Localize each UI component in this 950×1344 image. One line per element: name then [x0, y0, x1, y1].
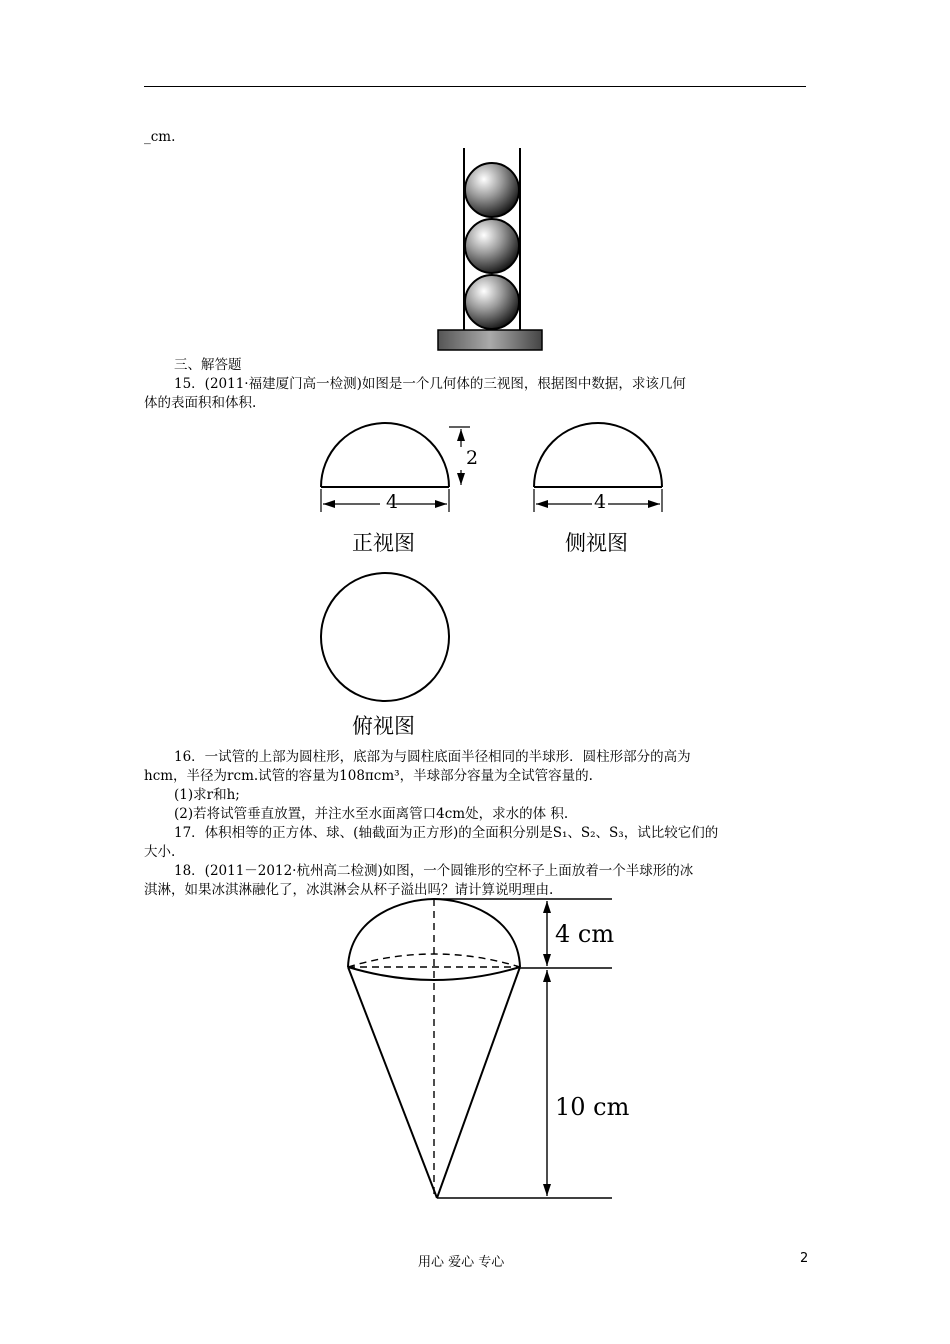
- section-title: 三、解答题: [174, 357, 242, 373]
- hemisphere-height-label: 4 cm: [555, 920, 615, 948]
- q15-line2: 体的表面积和体积.: [144, 395, 257, 411]
- q16-part1: (1)求r和h;: [174, 787, 240, 803]
- q16-line1: 16．一试管的上部为圆柱形，底部为与圆柱底面半径相同的半球形．圆柱形部分的高为: [174, 749, 691, 765]
- footer-slogan: 用心 爱心 专心: [418, 1255, 505, 1270]
- side-width-label: 4: [593, 491, 607, 513]
- front-height-label: 2: [465, 447, 479, 469]
- hemisphere-outline: [348, 899, 520, 967]
- q16-line2: hcm，半径为rcm.试管的容量为108πcm³，半球部分容量为全试管容量的.: [144, 768, 593, 784]
- side-view-label: 侧视图: [565, 531, 628, 555]
- cone-height-label: 10 cm: [555, 1093, 630, 1121]
- q17-line2: 大小.: [144, 844, 176, 860]
- q15-line1: 15．(2011·福建厦门高一检测)如图是一个几何体的三视图，根据图中数据，求该几何: [174, 376, 686, 392]
- cone-left-edge: [348, 967, 437, 1198]
- top-view-label: 俯视图: [352, 714, 415, 738]
- q18-line1: 18．(2011－2012·杭州高二检测)如图，一个圆锥形的空杯子上面放着一个半球形的冰: [174, 863, 694, 879]
- front-width-label: 4: [385, 491, 399, 513]
- front-view-label: 正视图: [352, 531, 415, 555]
- previous-answer-blank: _cm.: [144, 129, 176, 145]
- q17-line1: 17．体积相等的正方体、球、(轴截面为正方形)的全面积分别是S₁、S₂、S₃，试比较它们的: [174, 825, 719, 841]
- cone-right-edge: [437, 967, 520, 1198]
- q16-part2: (2)若将试管垂直放置，并注水至水面离管口4cm处，求水的体 积.: [174, 806, 569, 822]
- page-number: 2: [800, 1251, 809, 1266]
- q18-line2: 淇淋，如果冰淇淋融化了，冰淇淋会从杯子溢出吗？请计算说明理由.: [144, 882, 554, 898]
